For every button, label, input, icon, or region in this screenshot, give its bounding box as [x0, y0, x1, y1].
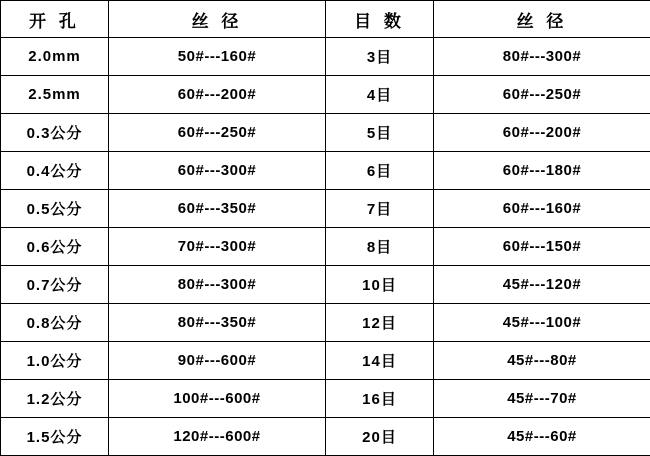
- cell-mesh-count: 5目: [326, 114, 434, 152]
- cell-wire-diameter-2: 45#---120#: [434, 266, 650, 304]
- table-row: [1, 228, 650, 266]
- cell-wire-diameter-1: 120#---600#: [109, 418, 326, 456]
- cell-aperture: 0.5公分: [1, 190, 109, 228]
- cell-aperture: 0.8公分: [1, 304, 109, 342]
- cell-mesh-count: 10目: [326, 266, 434, 304]
- cell-wire-diameter-2: 60#---250#: [434, 76, 650, 114]
- header-row: [1, 1, 650, 38]
- table-row: [1, 190, 650, 228]
- cell-wire-diameter-1: 70#---300#: [109, 228, 326, 266]
- cell-wire-diameter-1: 50#---160#: [109, 38, 326, 76]
- cell-wire-diameter-2: 45#---60#: [434, 418, 650, 456]
- cell-wire-diameter-2: 60#---150#: [434, 228, 650, 266]
- cell-wire-diameter-1: 60#---300#: [109, 152, 326, 190]
- cell-aperture: 1.0公分: [1, 342, 109, 380]
- cell-aperture: 2.0mm: [1, 38, 109, 76]
- cell-aperture: 1.5公分: [1, 418, 109, 456]
- table-row: [1, 114, 650, 152]
- cell-wire-diameter-2: 60#---160#: [434, 190, 650, 228]
- cell-wire-diameter-1: 60#---250#: [109, 114, 326, 152]
- cell-wire-diameter-1: 90#---600#: [109, 342, 326, 380]
- cell-wire-diameter-2: 45#---100#: [434, 304, 650, 342]
- table-row: [1, 76, 650, 114]
- cell-wire-diameter-2: 80#---300#: [434, 38, 650, 76]
- column-header-wire-diameter-2: 丝 径: [434, 1, 650, 38]
- column-header-mesh-count: 目 数: [326, 1, 434, 38]
- cell-wire-diameter-1: 80#---300#: [109, 266, 326, 304]
- cell-aperture: 0.3公分: [1, 114, 109, 152]
- table-row: [1, 266, 650, 304]
- cell-wire-diameter-2: 45#---70#: [434, 380, 650, 418]
- table-row: [1, 342, 650, 380]
- cell-wire-diameter-1: 60#---200#: [109, 76, 326, 114]
- cell-aperture: 0.4公分: [1, 152, 109, 190]
- table-row: [1, 418, 650, 456]
- cell-mesh-count: 3目: [326, 38, 434, 76]
- cell-mesh-count: 7目: [326, 190, 434, 228]
- cell-mesh-count: 14目: [326, 342, 434, 380]
- table-row: [1, 38, 650, 76]
- cell-mesh-count: 12目: [326, 304, 434, 342]
- cell-mesh-count: 8目: [326, 228, 434, 266]
- cell-mesh-count: 6目: [326, 152, 434, 190]
- column-header-aperture: 开 孔: [1, 1, 109, 38]
- cell-wire-diameter-2: 60#---200#: [434, 114, 650, 152]
- cell-wire-diameter-1: 80#---350#: [109, 304, 326, 342]
- table-body: [1, 38, 650, 456]
- cell-aperture: 0.6公分: [1, 228, 109, 266]
- cell-wire-diameter-1: 60#---350#: [109, 190, 326, 228]
- cell-wire-diameter-2: 60#---180#: [434, 152, 650, 190]
- column-header-wire-diameter-1: 丝 径: [109, 1, 326, 38]
- cell-aperture: 2.5mm: [1, 76, 109, 114]
- cell-mesh-count: 20目: [326, 418, 434, 456]
- cell-aperture: 0.7公分: [1, 266, 109, 304]
- cell-wire-diameter-2: 45#---80#: [434, 342, 650, 380]
- table-row: [1, 304, 650, 342]
- cell-wire-diameter-1: 100#---600#: [109, 380, 326, 418]
- table-row: [1, 380, 650, 418]
- cell-aperture: 1.2公分: [1, 380, 109, 418]
- cell-mesh-count: 4目: [326, 76, 434, 114]
- cell-mesh-count: 16目: [326, 380, 434, 418]
- table-row: [1, 152, 650, 190]
- table-header: [1, 1, 650, 38]
